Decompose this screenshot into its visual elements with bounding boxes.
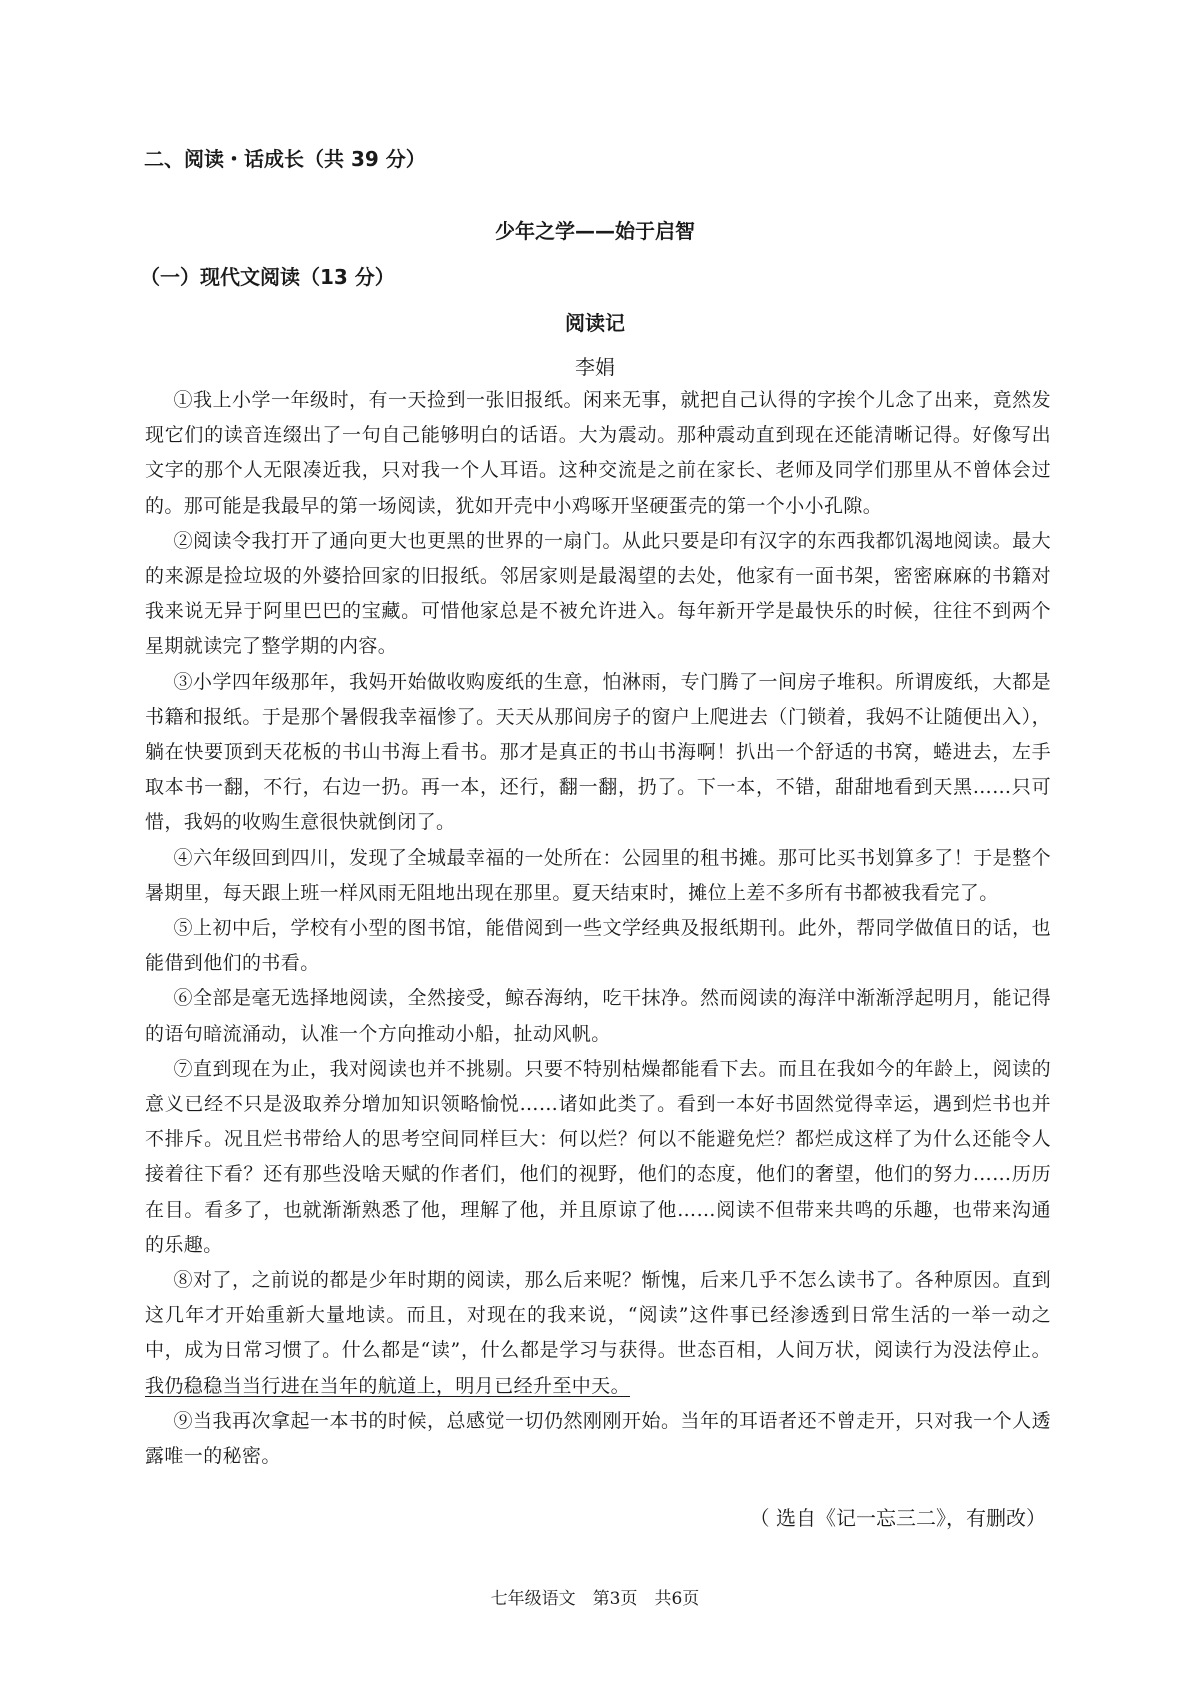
underlined-sentence: 我仍稳稳当当行进在当年的航道上，明月已经升至中天。	[145, 1374, 631, 1397]
paragraph-3: ③小学四年级那年，我妈开始做收购废纸的生意，怕淋雨，专门腾了一间房子堆积。所谓废纸，大都是书籍和报纸。于是那个暑假我幸福惨了。天天从那间房子的窗户上爬进去（门锁着，我妈不让随便出入），躺在快要顶到天花板的书山书海上看书。那才是真正的书山书海啊！扒出一个舒适的书窝，蜷进去，左手取本书一翻，不行，右边一扔。再一本，还行，翻一翻，扔了。下一本，不错，甜甜地看到天黑……只可惜，我妈的收购生意很快就倒闭了。	[145, 670, 1051, 834]
paragraph-4: ④六年级回到四川，发现了全城最幸福的一处所在：公园里的租书摊。那可比买书划算多了！于是整个暑期里，每天跟上班一样风雨无阻地出现在那里。夏天结束时，摊位上差不多所有书都被我看完了。	[145, 846, 1051, 904]
paragraph-9: ⑨当我再次拿起一本书的时候，总感觉一切仍然刚刚开始。当年的耳语者还不曾走开，只对我一个人透露唯一的秘密。	[145, 1409, 1051, 1468]
paragraph-5: ⑤上初中后，学校有小型的图书馆，能借阅到一些文学经典及报纸期刊。此外，帮同学做值日的话，也能借到他们的书看。	[145, 917, 1051, 975]
paragraph-2: ②阅读令我打开了通向更大也更黑的世界的一扇门。从此只要是印有汉字的东西我都饥渴地阅读。最大的来源是捡垃圾的外婆拾回家的旧报纸。邻居家则是最渴望的去处，他家有一面书架，密密麻麻的书籍对我来说无异于阿里巴巴的宝藏。可惜他家总是不被允许进入。每年新开学是最快乐的时候，往往不到两个星期就读完了整学期的内容。	[145, 529, 1051, 658]
paragraph-8	[145, 1263, 1051, 1404]
article-body	[145, 383, 1051, 1474]
theme-title: 少年之学——始于启智	[495, 219, 695, 243]
subsection-heading: （一）现代文阅读（13 分）	[140, 265, 395, 289]
paragraph-8-text: ⑧对了，之前说的都是少年时期的阅读，那么后来呢？惭愧，后来几乎不怎么读书了。各种原因。直到这几年才开始重新大量地读。而且，对现在的我来说，“阅读”这件事已经渗透到日常生活的一举一动之中，成为日常习惯了。什么都是“读”，什么都是学习与获得。世态百相，人间万状，阅读行为没法停止。	[145, 1269, 1051, 1362]
article-title: 阅读记	[565, 311, 625, 335]
paragraph-1: ①我上小学一年级时，有一天捡到一张旧报纸。闲来无事，就把自己认得的字挨个儿念了出来，竟然发现它们的读音连缀出了一句自己能够明白的话语。大为震动。那种震动直到现在还能清晰记得。好像写出文字的那个人无限凑近我，只对我一个人耳语。这种交流是之前在家长、老师及同学们那里从不曾体会过的。那可能是我最早的第一场阅读，犹如开壳中小鸡啄开坚硬蛋壳的第一个小小孔隙。	[145, 389, 1051, 517]
article-author: 李娟	[575, 355, 615, 379]
section-heading: 二、阅读・话成长（共 39 分）	[144, 147, 426, 171]
paragraph-7: ⑦直到现在为止，我对阅读也并不挑剔。只要不特别枯燥都能看下去。而且在我如今的年龄上，阅读的意义已经不只是汲取养分增加知识领略愉悦……诸如此类了。看到一本好书固然觉得幸运，遇到烂书也并不排斥。况且烂书带给人的思考空间同样巨大：何以烂？何以不能避免烂？都烂成这样了为什么还能令人接着往下看？还有那些没啥天赋的作者们，他们的视野，他们的态度，他们的奢望，他们的努力……历历在目。看多了，也就渐渐熟悉了他，理解了他，并且原谅了他……阅读不但带来共鸣的乐趣，也带来沟通的乐趣。	[145, 1057, 1051, 1256]
paragraph-6: ⑥全部是毫无选择地阅读，全然接受，鲸吞海纳，吃干抹净。然而阅读的海洋中渐渐浮起明月，能记得的语句暗流涌动，认准一个方向推动小船，扯动风帆。	[145, 987, 1051, 1045]
source-note: （ 选自《记一忘三二》，有删改）	[749, 1506, 1046, 1530]
page-footer: 七年级语文 第3页 共6页	[490, 1589, 700, 1609]
